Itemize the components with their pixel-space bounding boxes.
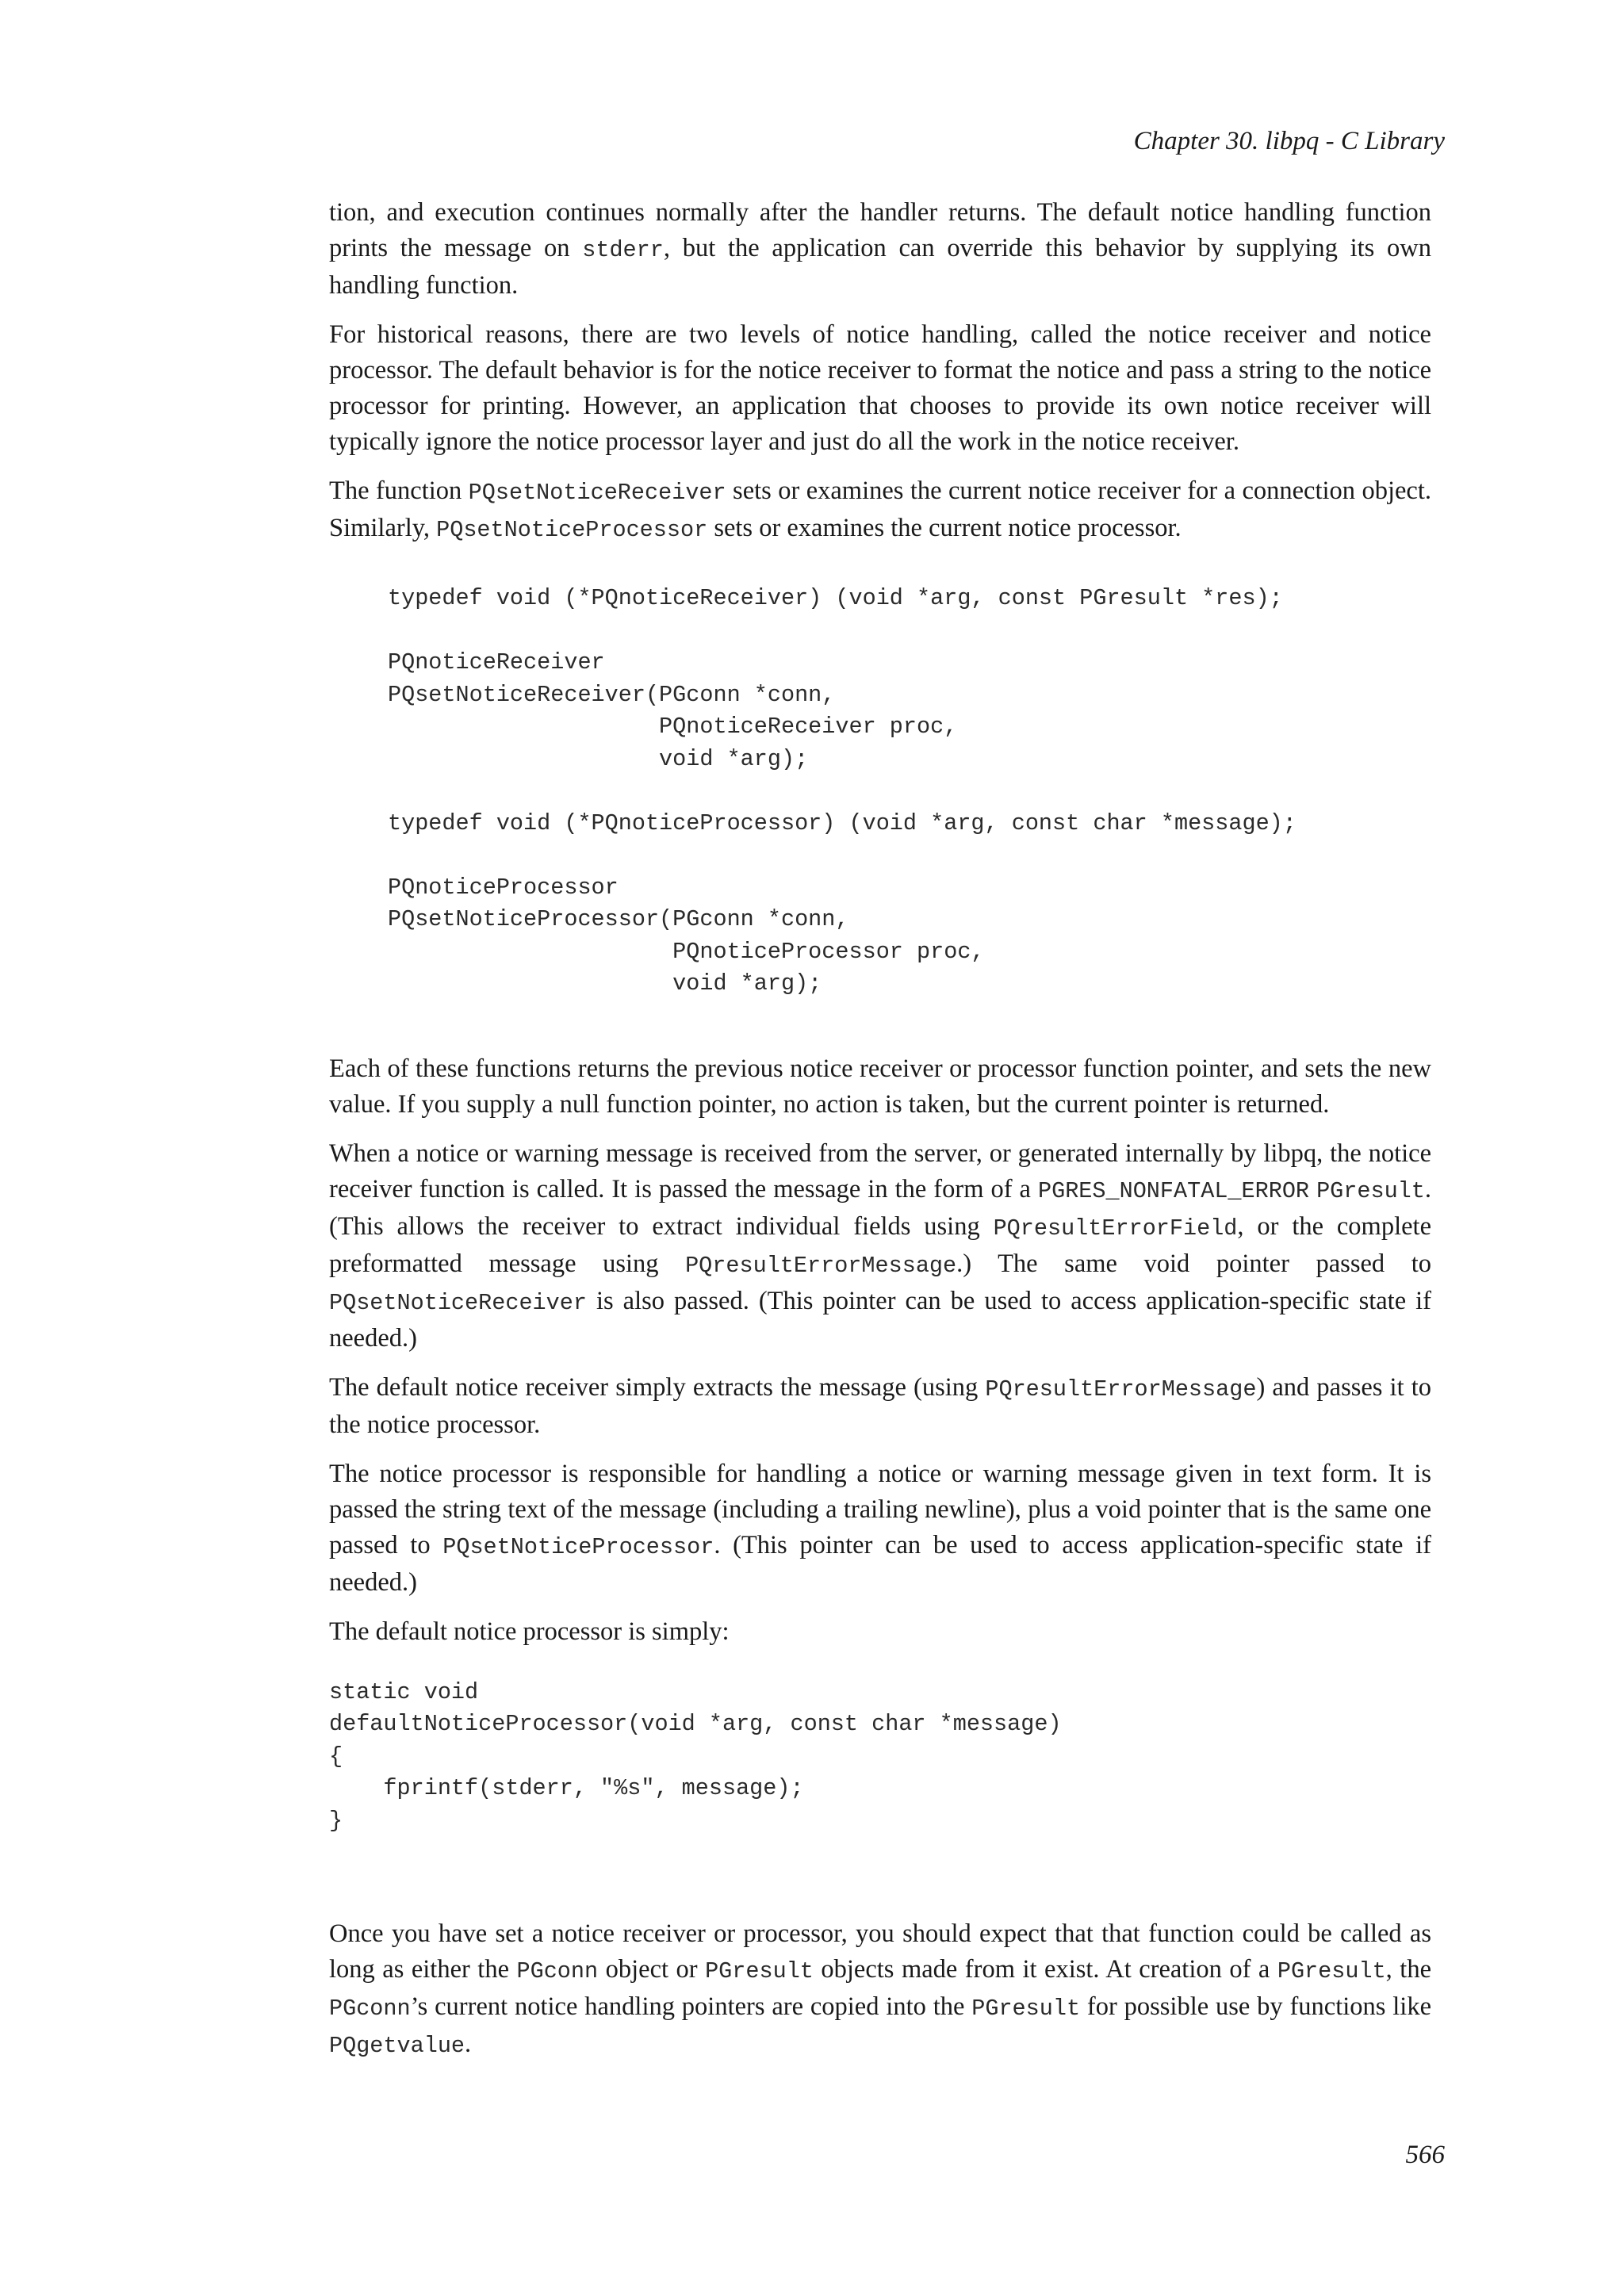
inline-code: PQsetNoticeReceiver bbox=[468, 480, 726, 506]
inline-code: PGresult bbox=[1316, 1177, 1425, 1204]
synopsis-code-block: typedef void (*PQnoticeReceiver) (void *arg, const PGresult *res); PQnoticeReceiver PQsetNoticeReceiver(PGconn *conn, PQnoticeReceiver proc, void *arg); typedef void (*PQnoticeProcessor) (void *arg, const char *message); PQnoticeProcessor PQsetNoticeProcessor(PGconn *conn, PQnoticeProcessor proc, void *arg); bbox=[388, 585, 1297, 997]
text: for possible use by functions like bbox=[1080, 1992, 1431, 2021]
paragraph-default-processor bbox=[329, 1614, 1431, 1650]
text: ’s current notice handling pointers are copied into the bbox=[410, 1992, 972, 2021]
paragraph-notice-receiver bbox=[329, 1136, 1431, 1357]
text: The notice processor is responsible for handling a notice or warning message given in text form. It is passed the string text of the message (including a trailing newline), plus a void pointer that is the same one passed to bbox=[329, 1459, 1431, 1559]
page-number: 566 bbox=[1405, 2141, 1445, 2169]
chapter-header: Chapter 30. libpq - C Library bbox=[1133, 127, 1445, 155]
inline-code: PQresultErrorMessage bbox=[985, 1376, 1257, 1402]
paragraph-function-intro bbox=[329, 473, 1431, 548]
text: Each of these functions returns the previous notice receiver or processor function pointer, and sets the new value. If you supply a null function pointer, no action is taken, but the current pointer is returned. bbox=[329, 1054, 1431, 1119]
paragraph-lifetime bbox=[329, 1916, 1431, 2064]
text: , the bbox=[1385, 1955, 1431, 1984]
text: The default notice receiver simply extracts the message (using bbox=[329, 1372, 986, 1402]
paragraph-default-receiver bbox=[329, 1370, 1431, 1443]
text: . (This pointer can be used to access application-specific state if needed.) bbox=[329, 1530, 1431, 1597]
text: ) and passes it to the notice processor. bbox=[329, 1372, 1431, 1439]
text: objects made from it exist. At creation of a bbox=[813, 1955, 1277, 1984]
text: tion, and execution continues normally after the handler returns. The default notice handling function prints the message on bbox=[329, 198, 1431, 262]
text: When a notice or warning message is received from the server, or generated internally by libpq, the notice receiver function is called. It is passed the message in the form of a bbox=[329, 1138, 1431, 1203]
text: The function bbox=[329, 476, 469, 505]
inline-code: PGconn bbox=[329, 1996, 411, 2022]
inline-code: PGresult bbox=[1277, 1958, 1386, 1984]
text: . (This allows the receiver to extract individual fields using bbox=[329, 1174, 1432, 1241]
paragraph-notice-processor bbox=[329, 1456, 1431, 1601]
inline-code: PQsetNoticeProcessor bbox=[442, 1533, 714, 1560]
paragraph-historical-reasons bbox=[329, 317, 1431, 460]
example-code-block: static void defaultNoticeProcessor(void *arg, const char *message) { fprintf(stderr, "%s", message); } bbox=[329, 1678, 1062, 1834]
text: .) The same void pointer passed to bbox=[956, 1249, 1431, 1278]
text: object or bbox=[598, 1955, 706, 1984]
text: Once you have set a notice receiver or processor, you should expect that that function could be called as long as either the bbox=[329, 1919, 1431, 1984]
text: sets or examines the current notice processor. bbox=[707, 514, 1182, 542]
inline-code: PGresult bbox=[705, 1958, 814, 1984]
text: sets or examines the current notice receiver for a connection object. Similarly, bbox=[329, 476, 1431, 542]
inline-code: PQresultErrorField bbox=[993, 1215, 1238, 1242]
inline-code: PQsetNoticeReceiver bbox=[329, 1289, 587, 1316]
inline-code: stderr bbox=[582, 237, 664, 263]
text: , or the complete preformatted message using bbox=[329, 1211, 1431, 1278]
inline-code: PGRES_NONFATAL_ERROR bbox=[1037, 1177, 1310, 1204]
inline-code: PGresult bbox=[971, 1996, 1081, 2022]
text: is also passed. (This pointer can be used to access application-specific state if needed.) bbox=[329, 1286, 1431, 1353]
inline-code: PQsetNoticeProcessor bbox=[436, 517, 708, 543]
text: , but the application can override this behavior by supplying its own handling function. bbox=[329, 234, 1431, 300]
text: The default notice processor is simply: bbox=[329, 1617, 730, 1646]
inline-code: PQgetvalue bbox=[329, 2033, 465, 2059]
text: For historical reasons, there are two levels of notice handling, called the notice receiver and notice processor. The default behavior is for the notice receiver to format the notice and pass a string to the notice processor for printing. However, an application that chooses to provide its own notice receiver will typically ignore the notice processor layer and just do all the work in the notice receiver. bbox=[329, 320, 1431, 456]
paragraph-return-values bbox=[329, 1051, 1431, 1123]
text: . bbox=[465, 2030, 472, 2058]
text bbox=[1309, 1175, 1316, 1203]
page-body bbox=[329, 195, 1431, 2077]
inline-code: PGconn bbox=[516, 1958, 599, 1984]
paragraph-notice-handler bbox=[329, 195, 1431, 304]
inline-code: PQresultErrorMessage bbox=[685, 1252, 957, 1279]
